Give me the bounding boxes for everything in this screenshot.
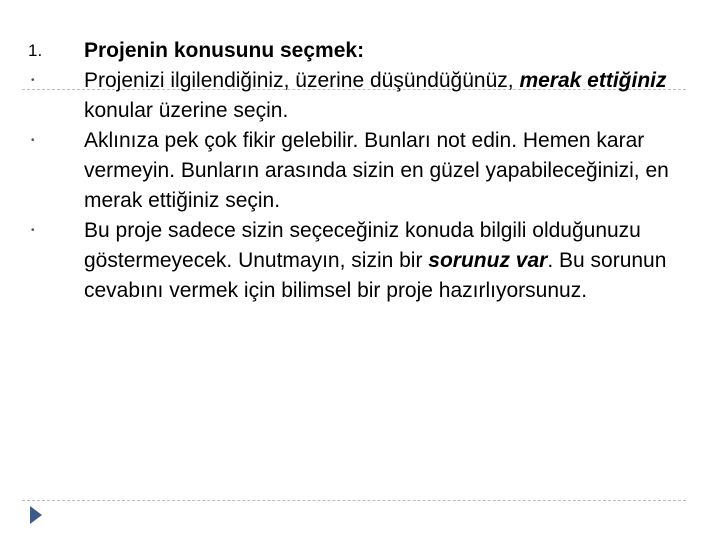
item-number: 1. xyxy=(28,41,43,60)
triangle-right-icon xyxy=(30,506,42,524)
bullet-icon: • xyxy=(31,75,35,86)
bullet-icon: • xyxy=(31,135,35,146)
item-title: Projenin konusunu seçmek: xyxy=(84,39,365,62)
bullet-item-2 xyxy=(28,126,698,216)
bullet-text: Aklınıza pek çok fikir gelebilir. Bunları not edin. Hemen karar vermeyin. Bunların arasında sizin en güzel yapabileceğinizi, en merak ettiğiniz seçin. xyxy=(84,129,669,212)
bullet-text-after: konular üzerine seçin. xyxy=(84,99,289,122)
bullet-text-before: Bu proje sadece sizin seçeceğiniz konuda bilgili olduğunuzu göstermeyecek. Unutmayın, sizin bir xyxy=(84,219,641,272)
bullet-item-1 xyxy=(28,66,698,126)
bullet-text-after: . Bu sorunun cevabını vermek için bilimsel bir proje hazırlıyorsunuz. xyxy=(84,249,667,302)
bottom-divider xyxy=(22,500,686,501)
bullet-emphasis: sorunuz var xyxy=(428,249,548,272)
bullet-emphasis: merak ettiğiniz xyxy=(519,69,667,92)
bullet-icon: • xyxy=(31,225,35,236)
bullet-text-before: Projenizi ilgilendiğiniz, üzerine düşündüğünüz, xyxy=(84,69,520,92)
bullet-item-3 xyxy=(28,216,698,306)
slide-content xyxy=(28,36,698,306)
numbered-item xyxy=(28,36,698,66)
